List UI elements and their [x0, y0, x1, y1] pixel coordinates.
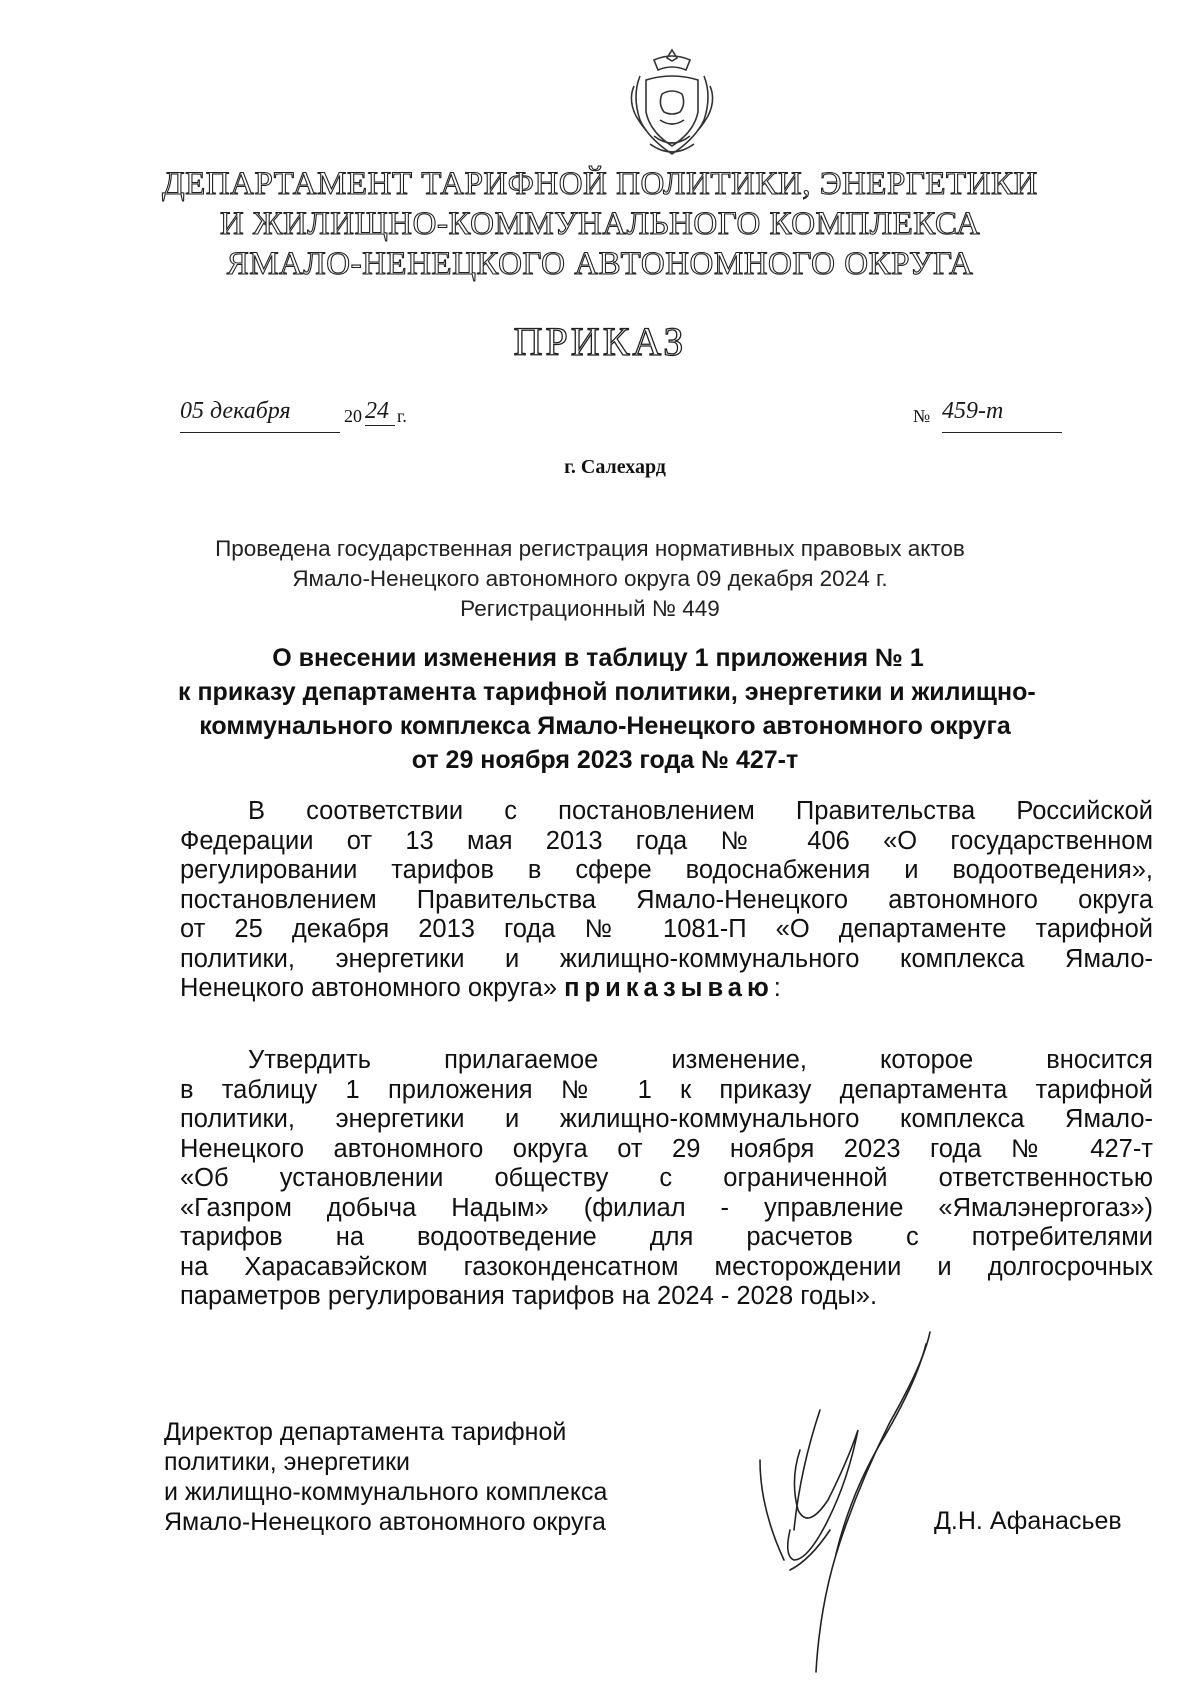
signer-position-line: Директор департамента тарифной	[164, 1418, 567, 1446]
order-subject-title: от 29 ноября 2023 года № 427-т	[411, 746, 799, 774]
signer-position-line: Ямало-Ненецкого автономного округа	[164, 1508, 606, 1536]
order-number-label: №	[913, 406, 931, 426]
order-subject-title: к приказу департамента тарифной политики, энергетики и жилищно-	[178, 678, 1036, 706]
registration-note-line: Проведена государственная регистрация нормативных правовых актов	[215, 536, 965, 561]
order-word: приказываю	[564, 974, 774, 1002]
paragraph-line: Ненецкого автономного округа от 29 ноября 2023 года № 427-т	[180, 1134, 1153, 1163]
order-subject-title: коммунального комплекса Ямало-Ненецкого автономного округа	[199, 712, 1011, 740]
registration-note-line: Ямало-Ненецкого автономного округа 09 декабря 2024 г.	[292, 566, 888, 591]
paragraph-line: Ненецкого автономного округа»	[180, 974, 557, 1002]
department-name-line: ДЕПАРТАМЕНТ ТАРИФНОЙ ПОЛИТИКИ, ЭНЕРГЕТИКИ	[162, 166, 1038, 202]
paragraph-last-line	[180, 974, 1153, 1004]
order-year-handwritten: 24	[365, 398, 395, 426]
paragraph-line: на Харасавэйском газоконденсатном месторождении и долгосрочных	[180, 1252, 1153, 1281]
paragraph-end-mark: :	[773, 974, 781, 1002]
paragraph-line: Федерации от 13 мая 2013 года № 406 «О государственном	[180, 826, 1153, 855]
signer-name: Д.Н. Афанасьев	[934, 1507, 1122, 1535]
paragraph-line: «Газпром добыча Надым» (филиал - управление «Ямалэнергогаз»)	[180, 1193, 1153, 1222]
order-year-suffix: г.	[397, 406, 407, 426]
department-name-line: И ЖИЛИЩНО-КОММУНАЛЬНОГО КОМПЛЕКСА	[219, 206, 981, 242]
paragraph-line: постановлением Правительства Ямало-Ненецкого автономного округа	[180, 885, 1153, 914]
handwritten-signature-icon	[740, 1330, 940, 1675]
paragraph-line: параметров регулирования тарифов на 2024 - 2028 годы».	[180, 1282, 878, 1310]
paragraph-line: тарифов на водоотведение для расчетов с потребителями	[180, 1223, 1153, 1251]
paragraph-line: В соответствии с постановлением Правительства Российской	[248, 797, 1153, 825]
city-name: г. Салехард	[564, 456, 666, 478]
order-subject-title: О внесении изменения в таблицу 1 приложения № 1	[272, 644, 924, 672]
coat-of-arms-icon	[624, 46, 720, 160]
paragraph-line: политики, энергетики и жилищно-коммунального комплекса Ямало-	[180, 1105, 1153, 1133]
paragraph-line: от 25 декабря 2013 года № 1081-П «О департаменте тарифной	[180, 915, 1153, 943]
paragraph-line: «Об установлении обществу с ограниченной ответственностью	[180, 1164, 1153, 1192]
preamble-paragraph	[180, 797, 1153, 1004]
paragraph-line: в таблицу 1 приложения № 1 к приказу департамента тарифной	[180, 1075, 1153, 1104]
document-type-title: ПРИКАЗ	[513, 319, 687, 364]
signer-position-line: политики, энергетики	[164, 1448, 410, 1476]
paragraph-line: Утвердить прилагаемое изменение, которое вносится	[248, 1046, 1153, 1074]
order-number-handwritten: 459-т	[942, 398, 1062, 433]
paragraph-line: политики, энергетики и жилищно-коммунального комплекса Ямало-	[180, 944, 1153, 973]
paragraph-line: регулировании тарифов в сфере водоснабжения и водоотведения»,	[180, 856, 1153, 884]
department-name-line: ЯМАЛО-НЕНЕЦКОГО АВТОНОМНОГО ОКРУГА	[226, 246, 974, 282]
order-date-handwritten: 05 декабря	[180, 398, 340, 433]
order-year-prefix: 20	[344, 406, 362, 426]
signer-position-line: и жилищно-коммунального комплекса	[164, 1478, 608, 1506]
registration-note-line: Регистрационный № 449	[460, 596, 720, 621]
operative-paragraph	[180, 1046, 1153, 1312]
